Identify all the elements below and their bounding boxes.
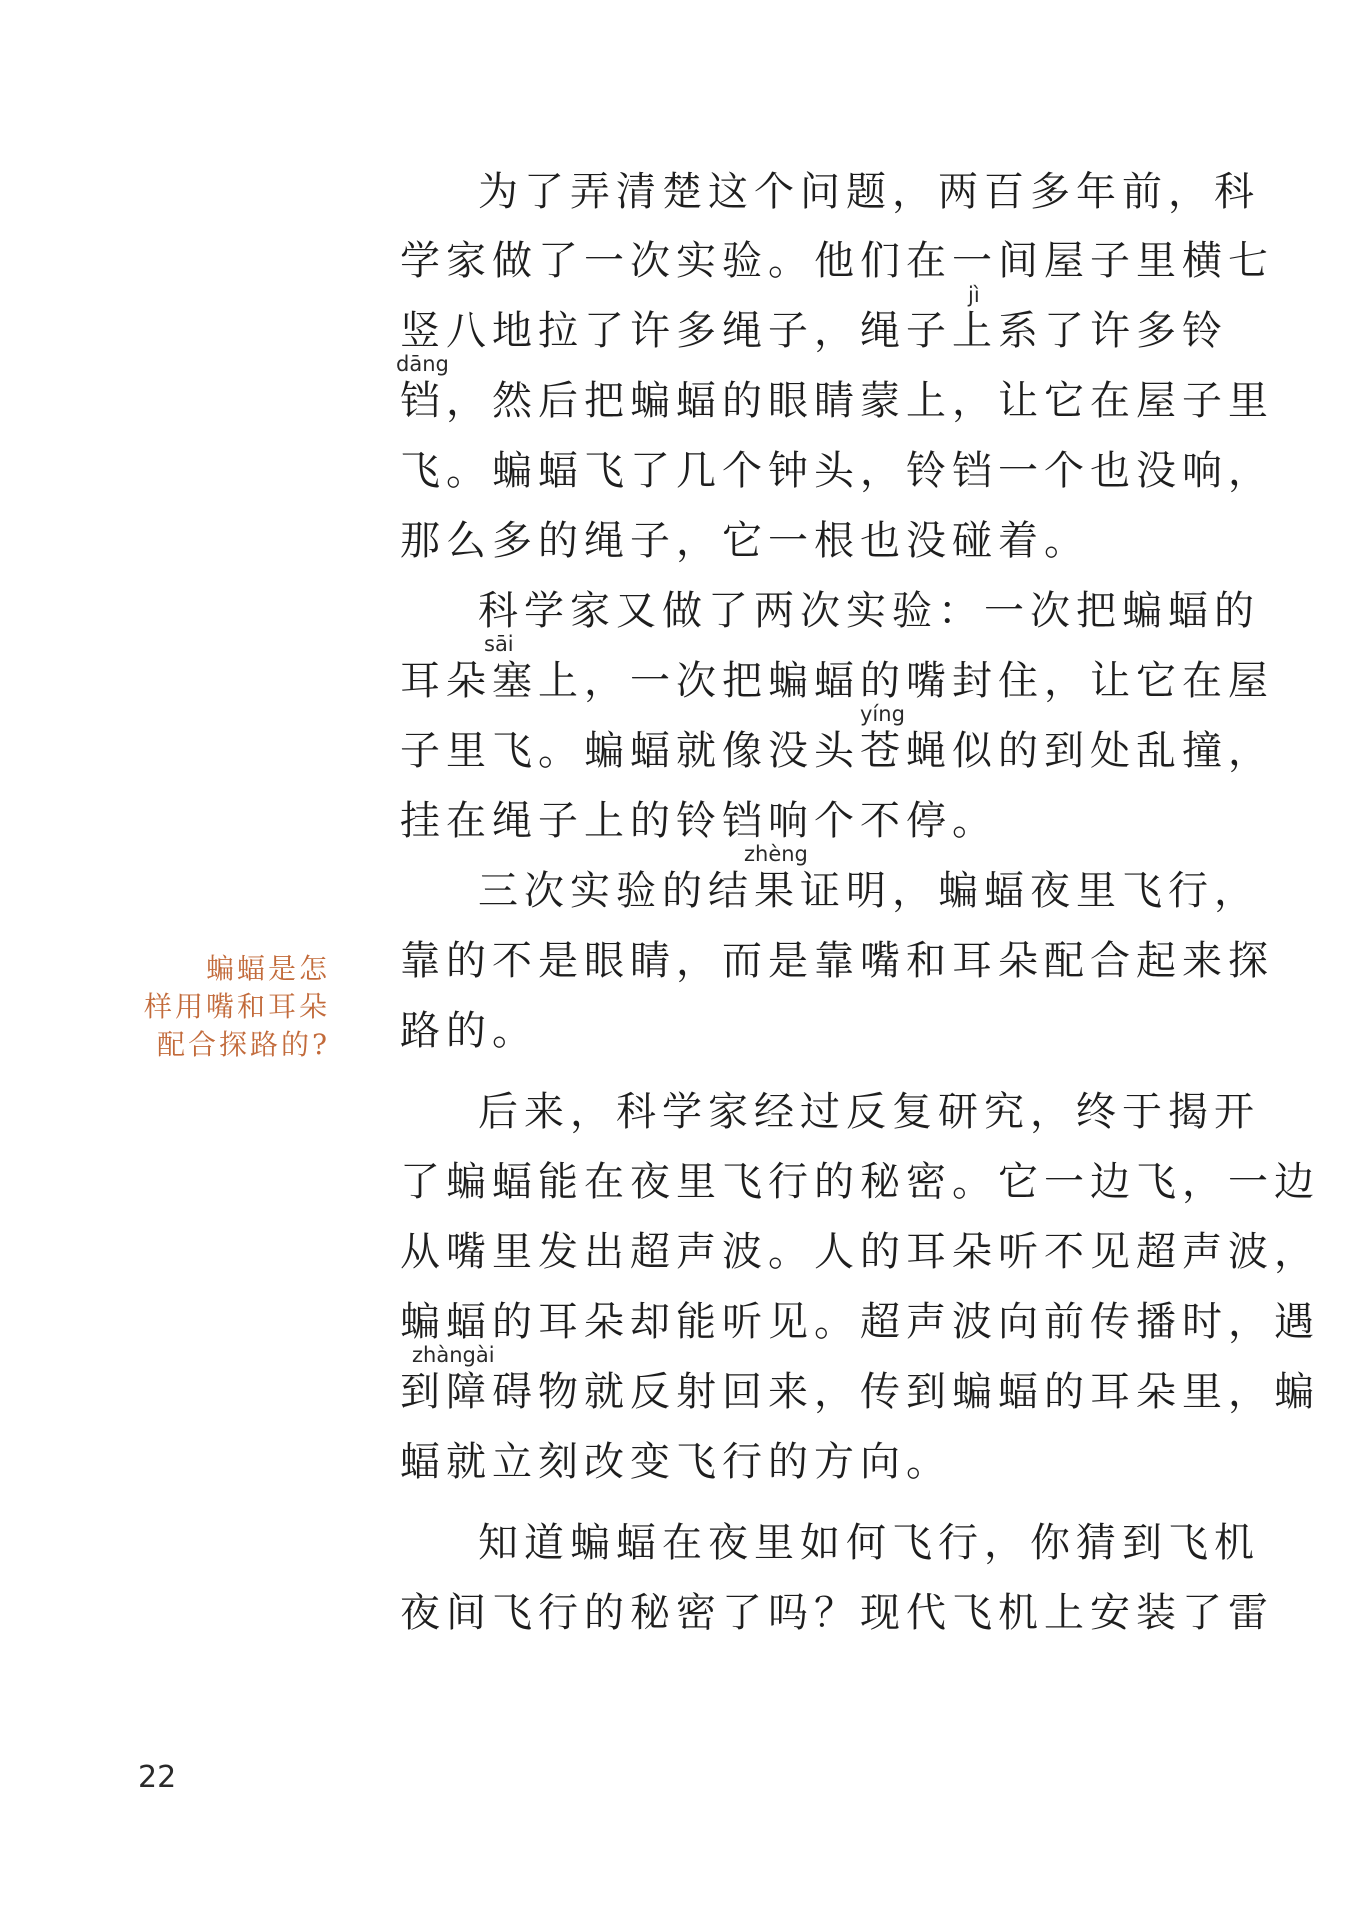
margin-note-line: 配合探路的? [156, 1028, 330, 1061]
margin-question-note [130, 950, 330, 1064]
text-line: 挂在绳子上的铃铛响个不停。 [400, 798, 998, 844]
text-line: 科学家又做了两次实验：一次把蝙蝠的 [478, 588, 1260, 634]
text-line: 学家做了一次实验。他们在一间屋子里横七 [400, 238, 1274, 284]
margin-note-line: 蝙蝠是怎 [205, 952, 330, 985]
text-line: 靠的不是眼睛，而是靠嘴和耳朵配合起来探 [400, 938, 1274, 984]
text-line: 路的。 [400, 1008, 538, 1054]
text-line: 夜间飞行的秘密了吗？现代飞机上安装了雷 [400, 1590, 1274, 1636]
pinyin-annotation: zhèng [744, 842, 808, 866]
text-line: 那么多的绳子，它一根也没碰着。 [400, 518, 1090, 564]
pinyin-annotation: dāng [396, 352, 449, 376]
text-line: 了蝙蝠能在夜里飞行的秘密。它一边飞，一边 [400, 1159, 1320, 1205]
pinyin-annotation: sāi [484, 632, 514, 656]
text-line: 到障碍物就反射回来，传到蝙蝠的耳朵里，蝙 [400, 1369, 1320, 1415]
text-line: 从嘴里发出超声波。人的耳朵听不见超声波， [400, 1229, 1320, 1275]
margin-note-line: 样用嘴和耳朵 [143, 990, 330, 1023]
pinyin-annotation: zhàngài [412, 1343, 495, 1367]
text-line: 三次实验的结果证明，蝙蝠夜里飞行， [478, 868, 1260, 914]
text-line: 铛，然后把蝙蝠的眼睛蒙上，让它在屋子里 [400, 378, 1274, 424]
text-line: 为了弄清楚这个问题，两百多年前，科 [478, 169, 1260, 215]
pinyin-annotation: yíng [860, 702, 905, 726]
text-line: 蝠就立刻改变飞行的方向。 [400, 1439, 952, 1485]
text-line: 竖八地拉了许多绳子，绳子上系了许多铃 [400, 308, 1228, 354]
page-number: 22 [138, 1760, 177, 1795]
pinyin-annotation: jì [968, 283, 980, 307]
text-line: 蝙蝠的耳朵却能听见。超声波向前传播时，遇 [400, 1299, 1320, 1345]
text-line: 子里飞。蝙蝠就像没头苍蝇似的到处乱撞， [400, 728, 1274, 774]
text-line: 耳朵塞上，一次把蝙蝠的嘴封住，让它在屋 [400, 658, 1274, 704]
text-line: 后来，科学家经过反复研究，终于揭开 [478, 1089, 1260, 1135]
text-line: 知道蝙蝠在夜里如何飞行，你猜到飞机 [478, 1520, 1260, 1566]
text-line: 飞。蝙蝠飞了几个钟头，铃铛一个也没响， [400, 448, 1274, 494]
